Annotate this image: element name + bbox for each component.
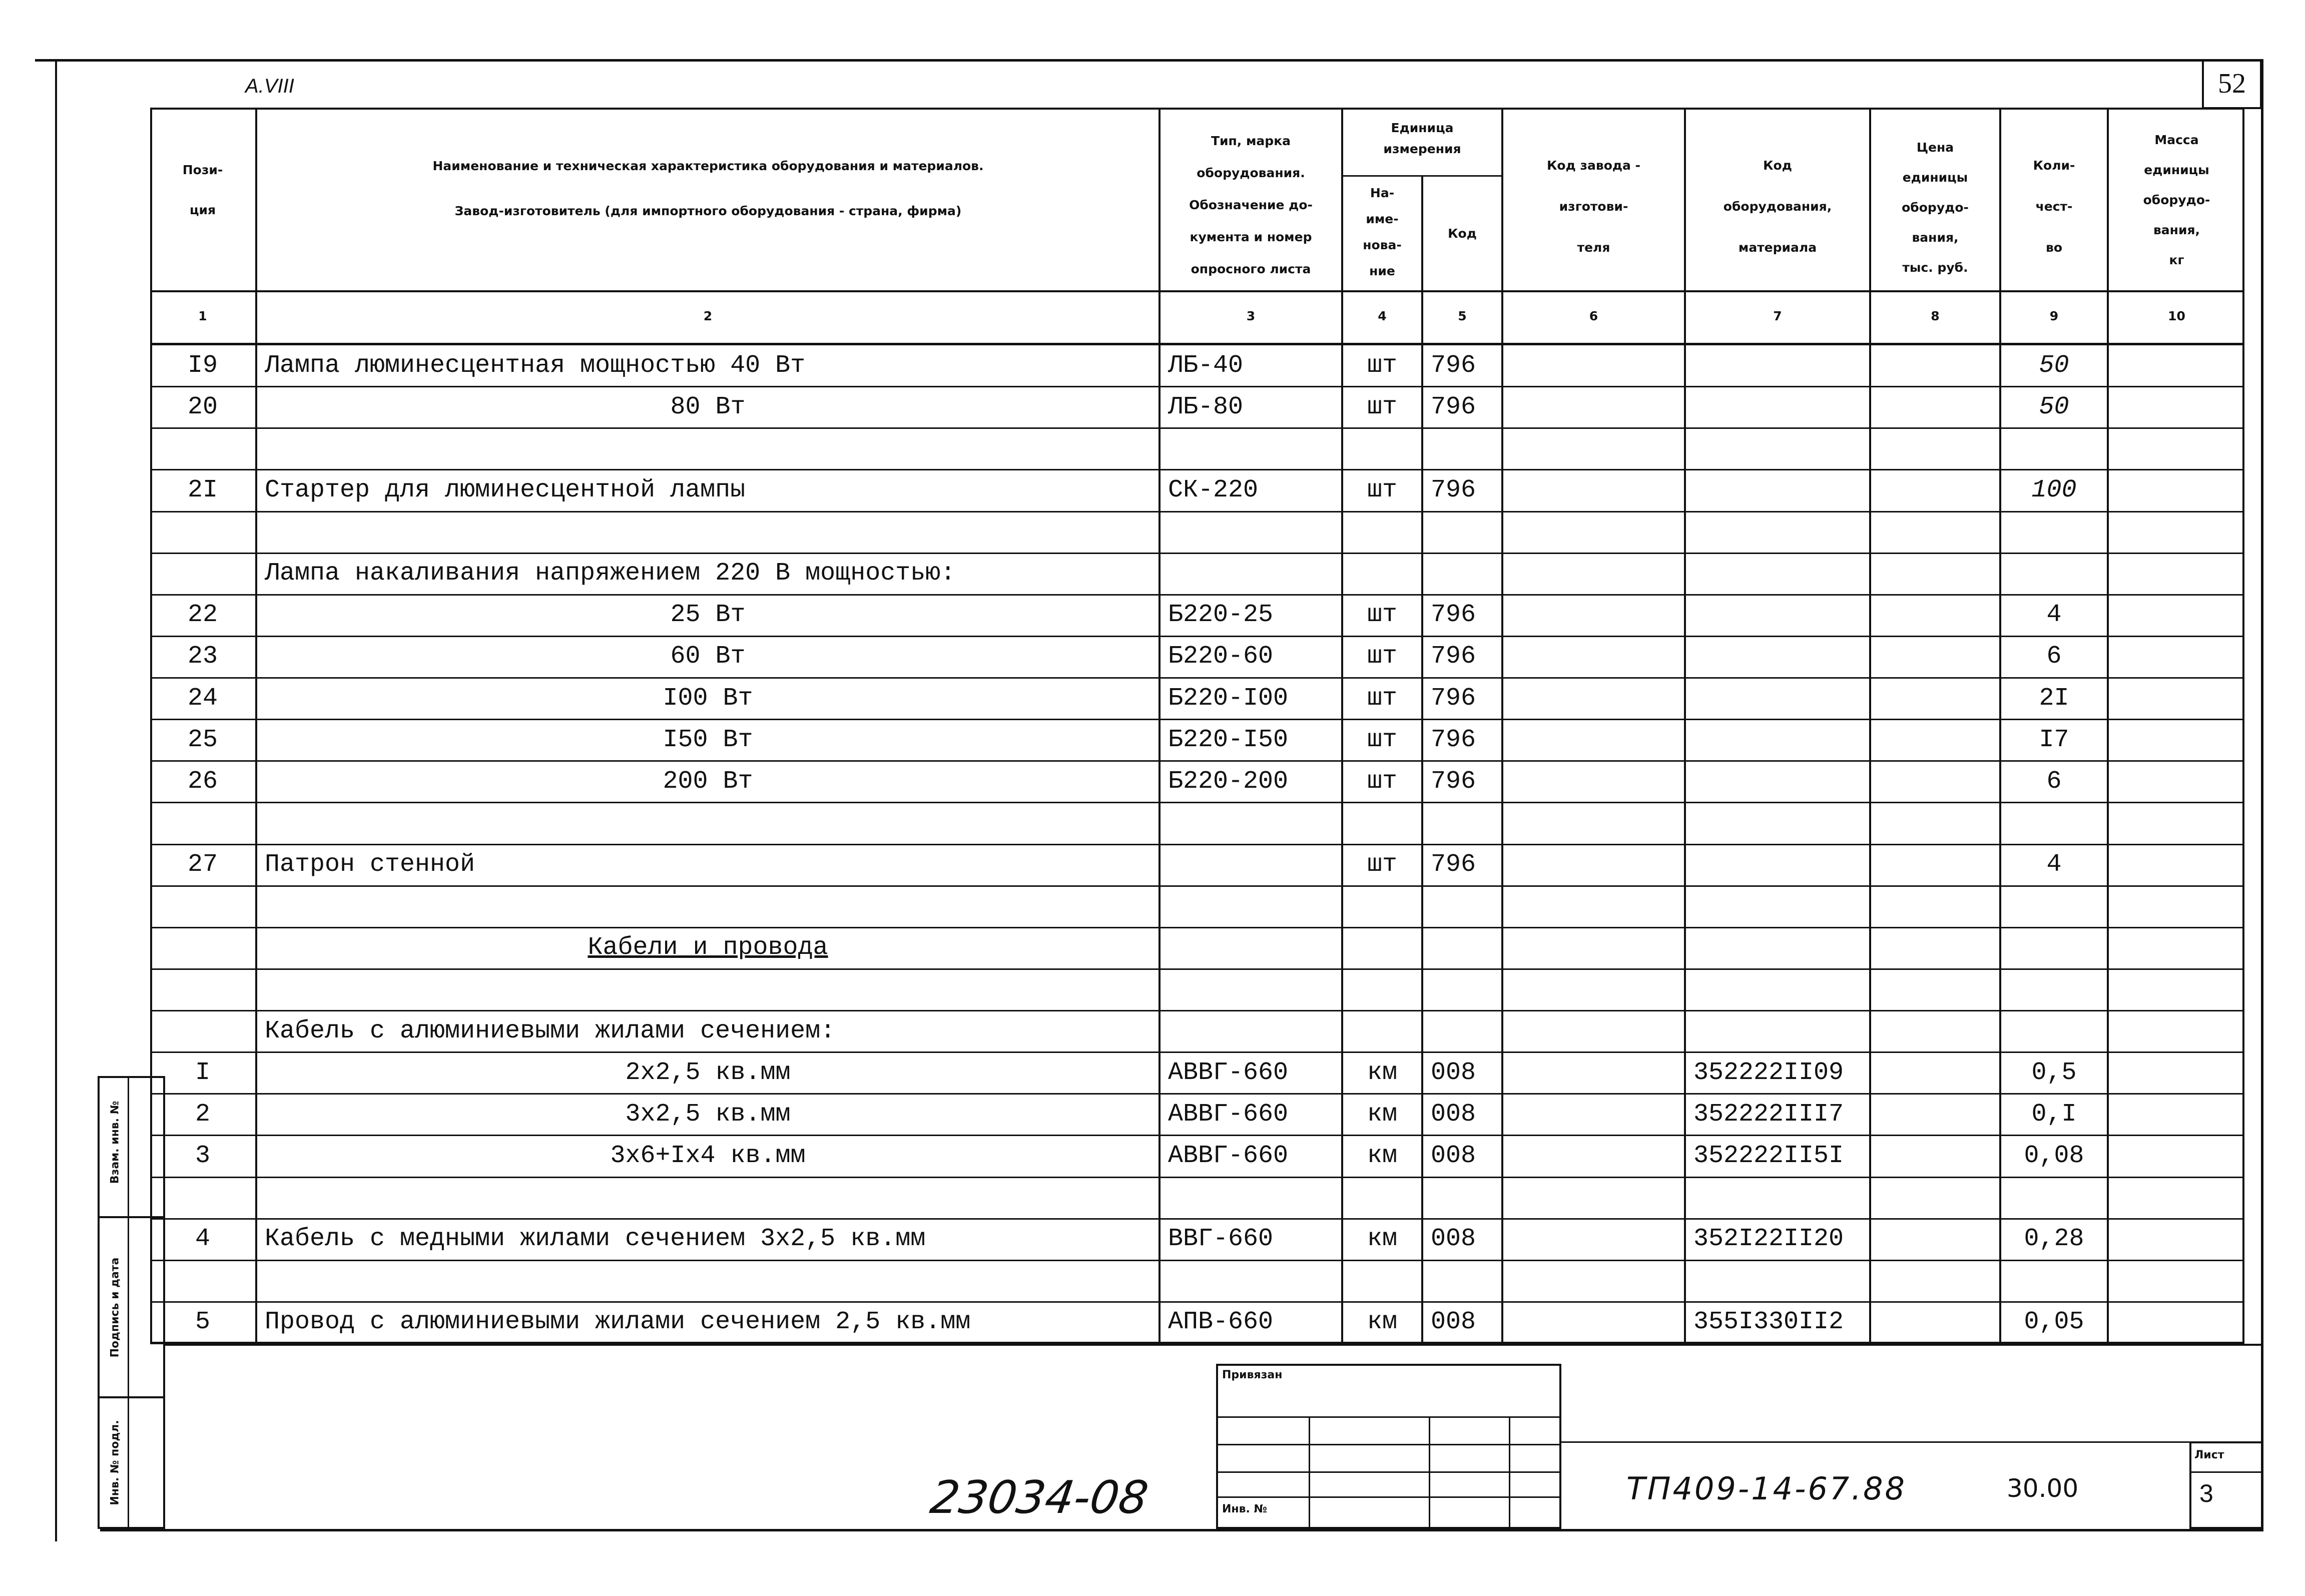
row-cell-qty: 0,5 (2031, 1058, 2077, 1087)
row-cell-qty: 50 (2039, 351, 2069, 380)
row-cell-unit: шт (1367, 393, 1397, 421)
row-cell-material: 355I330II2 (1693, 1308, 1844, 1336)
row-cell-name: 60 Вт (670, 642, 746, 671)
row-cell-code: 796 (1431, 393, 1476, 421)
sheet-box-divider (2189, 1471, 2263, 1473)
row-line (150, 469, 2244, 470)
row-cell-pos: 2 (195, 1100, 210, 1129)
row-cell-pos: 22 (187, 601, 218, 629)
column-number-5: 5 (1458, 309, 1467, 323)
number-row-bottom-line (150, 343, 2244, 345)
col-line-1 (255, 108, 257, 1344)
col-line-8 (1999, 108, 2001, 1344)
row-cell-type: АПВ-660 (1168, 1308, 1274, 1336)
row-cell-code: 796 (1431, 850, 1476, 879)
side-label-podpis: Подпись и дата (109, 1257, 122, 1358)
row-cell-code: 796 (1431, 726, 1476, 754)
row-cell-unit: шт (1367, 601, 1397, 629)
column-number-6: 6 (1589, 309, 1598, 323)
row-cell-qty: 0,I (2031, 1100, 2077, 1129)
frame-left-line (55, 60, 57, 1541)
row-cell-type: ЛБ-80 (1168, 393, 1244, 421)
row-cell-unit: км (1367, 1100, 1397, 1129)
row-line (150, 427, 2244, 429)
header-type: Тип, марка оборудования. Обозначение до- кумента и номер опросного листа (1189, 134, 1313, 276)
row-cell-type: АВВГ-660 (1168, 1142, 1289, 1170)
row-cell-qty: 0,05 (2024, 1308, 2084, 1336)
row-cell-name: Лампа накаливания напряжением 220 В мощностью: (265, 559, 956, 588)
column-number-3: 3 (1246, 309, 1256, 323)
row-cell-code: 796 (1431, 642, 1476, 671)
row-cell-qty: 6 (2046, 767, 2062, 796)
row-line (150, 594, 2244, 596)
sheet-label: Лист (2194, 1449, 2224, 1461)
row-line (150, 1218, 2244, 1220)
sheet-number: 3 (2199, 1479, 2213, 1507)
column-number-8: 8 (1931, 309, 1940, 323)
header-material-code: Код оборудования, материала (1723, 158, 1832, 255)
side-label-vzam: Взам. инв. № (109, 1101, 122, 1184)
header-factory-code: Код завода - изготови- теля (1546, 158, 1641, 255)
header-unit-group: Единица измерения (1383, 121, 1461, 156)
row-cell-pos: 25 (187, 726, 218, 754)
column-number-9: 9 (2049, 309, 2059, 323)
row-cell-name: Провод с алюминиевыми жилами сечением 2,5 кв.мм (265, 1308, 971, 1336)
row-cell-name: 3х2,5 кв.мм (625, 1100, 791, 1129)
stamp-v2 (1429, 1416, 1430, 1529)
row-cell-unit: км (1367, 1142, 1397, 1170)
row-cell-code: 796 (1431, 601, 1476, 629)
frame-right-line (2261, 59, 2263, 1530)
header-unit-name: На- име- нова- ние (1363, 186, 1402, 278)
header-unit-split (1341, 175, 1501, 177)
row-cell-code: 796 (1431, 767, 1476, 796)
row-cell-pos: 4 (195, 1225, 210, 1253)
row-cell-code: 796 (1431, 476, 1476, 504)
col-line-9 (2107, 108, 2109, 1344)
row-line (150, 1135, 2244, 1136)
row-cell-name: I00 Вт (663, 684, 753, 713)
stamp-v1 (1309, 1416, 1310, 1529)
row-cell-code: 008 (1431, 1308, 1476, 1336)
row-cell-pos: 27 (187, 850, 218, 879)
row-cell-code: 008 (1431, 1225, 1476, 1253)
row-line (150, 927, 2244, 928)
row-line (150, 760, 2244, 762)
row-line (150, 885, 2244, 887)
column-number-2: 2 (703, 309, 713, 323)
row-cell-unit: км (1367, 1225, 1397, 1253)
row-line (150, 968, 2244, 970)
row-cell-code: 008 (1431, 1058, 1476, 1087)
col-line-5 (1501, 108, 1503, 1344)
row-line (150, 677, 2244, 679)
titleblock-top-line (165, 1344, 2263, 1346)
row-cell-unit: км (1367, 1058, 1397, 1087)
row-cell-unit: шт (1367, 351, 1397, 380)
header-name-line1: Наименование и техническая характеристика оборудования и материалов. (432, 159, 984, 173)
row-cell-name: 200 Вт (663, 767, 753, 796)
row-cell-name: 2х2,5 кв.мм (625, 1058, 791, 1087)
row-cell-pos: 5 (195, 1308, 210, 1336)
header-mass: Масса единицы оборудо- вания, кг (2143, 133, 2210, 267)
row-cell-type: Б220-I50 (1168, 726, 1289, 754)
side-label-inv: Инв. № подл. (109, 1420, 122, 1505)
row-line (150, 1051, 2244, 1053)
row-cell-unit: шт (1367, 476, 1397, 504)
header-unit-code: Код (1448, 226, 1477, 241)
col-line-6 (1684, 108, 1686, 1344)
row-cell-qty: 0,28 (2024, 1225, 2084, 1253)
header-name-line2: Завод-изготовитель (для импортного оборудования - страна, фирма) (454, 204, 962, 218)
row-cell-name: 3х6+Iх4 кв.мм (610, 1142, 806, 1170)
row-cell-pos: 24 (187, 684, 218, 713)
row-line (150, 511, 2244, 512)
row-line (150, 1301, 2244, 1303)
side-strip-divider-1 (98, 1216, 165, 1218)
col-line-4 (1421, 175, 1423, 1344)
header-bottom-line (150, 290, 2244, 292)
row-cell-name: Патрон стенной (265, 850, 475, 879)
row-cell-material: 352222III7 (1693, 1100, 1844, 1129)
row-cell-pos: 3 (195, 1142, 210, 1170)
row-cell-qty: I7 (2039, 726, 2069, 754)
row-cell-material: 352I22II20 (1693, 1225, 1844, 1253)
row-cell-qty: 6 (2046, 642, 2062, 671)
row-cell-pos: I (195, 1058, 210, 1087)
titleblock-doc-divider (1561, 1441, 2263, 1443)
row-line (150, 636, 2244, 637)
row-cell-name: 25 Вт (670, 601, 746, 629)
row-line (150, 844, 2244, 845)
row-cell-type: АВВГ-660 (1168, 1100, 1289, 1129)
row-cell-code: 008 (1431, 1100, 1476, 1129)
stamp-linked-label: Привязан (1222, 1369, 1283, 1381)
column-number-7: 7 (1773, 309, 1782, 323)
row-cell-pos: I9 (187, 351, 218, 380)
side-strip-mid (128, 1076, 129, 1529)
row-cell-material: 352222II5I (1693, 1142, 1844, 1170)
row-cell-name: Кабель с медными жилами сечением 3х2,5 кв.мм (265, 1225, 926, 1253)
header-price: Цена единицы оборудо- вания, тыс. руб. (1902, 140, 1969, 275)
page-number: 52 (2218, 68, 2246, 99)
header-position: Пози- ция (182, 163, 223, 217)
row-line (150, 553, 2244, 554)
row-cell-code: 796 (1431, 351, 1476, 380)
doc-version: 30.00 (2007, 1474, 2079, 1503)
inventory-number: 23034-08 (927, 1471, 1151, 1524)
side-strip (98, 1076, 165, 1529)
row-cell-pos: 23 (187, 642, 218, 671)
row-cell-qty: 2I (2039, 684, 2069, 713)
stamp-v3 (1509, 1416, 1510, 1529)
row-cell-unit: км (1367, 1308, 1397, 1336)
row-line (150, 386, 2244, 387)
row-cell-qty: 100 (2031, 476, 2077, 504)
row-cell-type: Б220-I00 (1168, 684, 1289, 713)
row-cell-pos: 2I (187, 476, 218, 504)
row-cell-code: 796 (1431, 684, 1476, 713)
row-cell-type: СК-220 (1168, 476, 1259, 504)
frame-top-line (35, 59, 2262, 62)
row-line (150, 1177, 2244, 1178)
row-cell-unit: шт (1367, 684, 1397, 713)
side-strip-divider-2 (98, 1396, 165, 1398)
row-cell-type: Б220-25 (1168, 601, 1274, 629)
column-number-10: 10 (2168, 309, 2185, 323)
row-cell-material: 352222II09 (1693, 1058, 1844, 1087)
col-line-3 (1341, 108, 1343, 1344)
row-cell-unit: шт (1367, 767, 1397, 796)
row-line (150, 802, 2244, 803)
stamp-inv-label: Инв. № (1222, 1503, 1268, 1515)
row-cell-unit: шт (1367, 850, 1397, 879)
row-cell-type: Б220-200 (1168, 767, 1289, 796)
row-cell-qty: 50 (2039, 393, 2069, 421)
row-cell-type: ВВГ-660 (1168, 1225, 1274, 1253)
row-cell-name: 80 Вт (670, 393, 746, 421)
col-line-7 (1869, 108, 1871, 1344)
column-number-1: 1 (198, 309, 207, 323)
row-cell-unit: шт (1367, 642, 1397, 671)
row-cell-qty: 4 (2046, 850, 2062, 879)
header-quantity: Коли- чест- во (2033, 158, 2075, 255)
row-cell-pos: 26 (187, 767, 218, 796)
row-cell-qty: 4 (2046, 601, 2062, 629)
row-cell-pos: 20 (187, 393, 218, 421)
corner-mark: А.VIII (245, 75, 294, 97)
row-line (150, 1260, 2244, 1261)
frame-bottom-line (100, 1529, 2263, 1531)
row-cell-type: Б220-60 (1168, 642, 1274, 671)
row-cell-name: Кабели и провода (588, 933, 828, 962)
col-line-2 (1159, 108, 1161, 1344)
row-line (150, 1093, 2244, 1095)
row-cell-name: Лампа люминесцентная мощностью 40 Вт (265, 351, 806, 380)
row-line (150, 719, 2244, 720)
row-cell-unit: шт (1367, 726, 1397, 754)
row-cell-type: ЛБ-40 (1168, 351, 1244, 380)
row-line (150, 1010, 2244, 1011)
row-cell-code: 008 (1431, 1142, 1476, 1170)
row-cell-name: Кабель с алюминиевыми жилами сечением: (265, 1017, 836, 1045)
row-cell-name: I50 Вт (663, 726, 753, 754)
row-cell-qty: 0,08 (2024, 1142, 2084, 1170)
doc-code: ТП409-14-67.88 (1626, 1470, 1907, 1507)
column-number-4: 4 (1378, 309, 1387, 323)
row-cell-type: АВВГ-660 (1168, 1058, 1289, 1087)
row-cell-name: Стартер для люминесцентной лампы (265, 476, 746, 504)
